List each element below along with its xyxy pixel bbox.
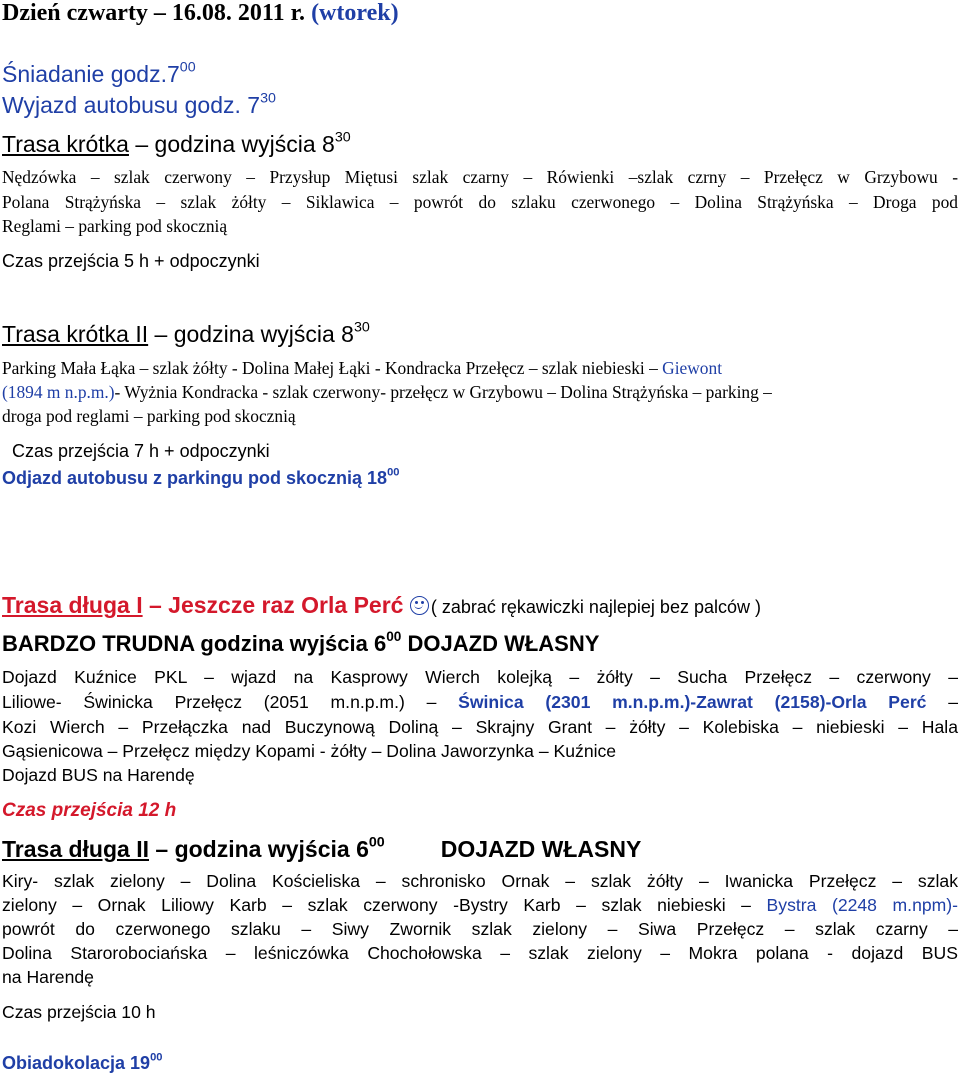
- route4-line2-text: zielony – Ornak Liliowy Karb – szlak czerwony -Bystry Karb – szlak niebieski –: [2, 895, 767, 915]
- route2-departure-label: Odjazd autobusu z parkingu pod skocznią 18: [2, 468, 388, 488]
- route2-departure: [2, 468, 958, 489]
- route4-line: Dolina Starorobociańska – leśniczówka Chochołowska – szlak zielony – Mokra polana - dojazd BUS: [2, 943, 958, 963]
- route1-heading: [2, 131, 958, 158]
- breakfast-sup: 00: [179, 59, 196, 76]
- route3-difficulty: [2, 628, 958, 657]
- route2-time-label: – godzina wyjścia 8: [148, 321, 354, 347]
- dinner-line: [2, 1053, 958, 1074]
- route3-line: Dojazd Kuźnice PKL – wjazd na Kasprowy Wierch kolejką – żółty – Sucha Przełęcz – czerwony –: [2, 667, 958, 687]
- route4-transport: DOJAZD WŁASNY: [440, 836, 642, 862]
- route3-line2-text: Liliowe- Świnicka Przełęcz (2051 m.n.p.m.) –: [2, 692, 459, 712]
- route3-line2-highlight: Świnica (2301 m.n.p.m.)-Zawrat (2158)-Orla Perć: [458, 692, 927, 712]
- route2-giewont-height[interactable]: (1894 m n.p.m.): [2, 382, 115, 402]
- day-weekday: (wtorek): [311, 0, 399, 26]
- route1-line: Reglami – parking pod skocznią: [2, 216, 228, 236]
- route4-name: Trasa długa II: [2, 836, 149, 862]
- route2-line: [2, 358, 958, 379]
- route1-time-sup: 30: [334, 129, 351, 146]
- route2-heading: [2, 321, 958, 348]
- day-title: Dzień czwarty – 16.08. 2011 r.: [2, 0, 306, 26]
- route3-line: Kozi Wierch – Przełączka nad Buczynową Doliną – Skrajny Grant – żółty – Kolebiska – niebieski – Hala: [2, 717, 958, 737]
- route3-name: Trasa długa I: [2, 592, 143, 618]
- route1-time-label: – godzina wyjścia 8: [128, 131, 335, 157]
- route4-bystra-link[interactable]: Bystra (2248 m.npm)-: [766, 895, 959, 915]
- breakfast-line: [2, 61, 958, 88]
- route1-line: Nędzówka – szlak czerwony – Przysłup Miętusi szlak czarny – Rówienki –szlak czrny – Przełęcz w Grzybowu -: [2, 167, 958, 187]
- route1-name: Trasa krótka: [2, 131, 129, 157]
- route3-line2-after: –: [926, 692, 958, 712]
- route2-line2-text: - Wyżnia Kondracka - szlak czerwony- przełęcz w Grzybowu – Dolina Strążyńska – parking –: [114, 382, 772, 402]
- route4-time-label: – godzina wyjścia 6: [149, 836, 369, 862]
- route2-line1-text: Parking Mała Łąka – szlak żółty - Dolina Małej Łąki - Kondracka Przełęcz – szlak niebieski –: [2, 358, 663, 378]
- route3-note: ( zabrać rękawiczki najlepiej bez palców ): [430, 597, 761, 617]
- route4-duration: Czas przejścia 10 h: [2, 1002, 156, 1022]
- route1-duration: Czas przejścia 5 h + odpoczynki: [2, 251, 260, 271]
- smiley-icon: [410, 596, 429, 615]
- route4-heading: [2, 836, 958, 863]
- route1-line: Polana Strążyńska – szlak żółty – Siklawica – powrót do szlaku czerwonego – Dolina Strążyńska – Droga pod: [2, 192, 958, 212]
- route2-line: [2, 382, 958, 403]
- bus-sup: 30: [260, 90, 276, 107]
- route4-line: powrót do czerwonego szlaku – Siwy Zwornik szlak zielony – Siwa Przełęcz – szlak czarny –: [2, 919, 958, 939]
- route4-line: Kiry- szlak zielony – Dolina Kościeliska – schronisko Ornak – szlak żółty – Iwanicka Przełęcz – szlak: [2, 871, 958, 891]
- bus-label: Wyjazd autobusu godz. 7: [2, 92, 261, 118]
- route2-departure-sup: 00: [387, 466, 400, 479]
- breakfast-label: Śniadanie godz.7: [2, 61, 180, 87]
- dinner-label: Obiadokolacja 19: [2, 1053, 151, 1073]
- route3-subtitle: – Jeszcze raz Orla Perć: [142, 592, 410, 618]
- bus-line: [2, 92, 958, 119]
- route4-time-sup: 00: [368, 834, 385, 851]
- dinner-sup: 00: [150, 1051, 163, 1064]
- day-heading: [2, 0, 958, 27]
- route3-duration: Czas przejścia 12 h: [2, 800, 177, 821]
- route2-giewont-link[interactable]: Giewont: [662, 358, 723, 378]
- route3-line: [2, 692, 958, 713]
- route2-time-sup: 30: [353, 319, 370, 336]
- route2-duration: Czas przejścia 7 h + odpoczynki: [12, 441, 270, 461]
- route2-name: Trasa krótka II: [2, 321, 149, 347]
- route4-line: na Harendę: [2, 967, 94, 987]
- route4-line: [2, 895, 958, 916]
- route2-line: droga pod reglami – parking pod skocznią: [2, 406, 296, 426]
- route3-difficulty-after: DOJAZD WŁASNY: [401, 631, 600, 656]
- route3-heading: [2, 592, 958, 619]
- route3-line: Dojazd BUS na Harendę: [2, 765, 195, 785]
- route3-difficulty-sup: 00: [386, 628, 402, 644]
- route3-line: Gąsienicowa – Przełęcz między Kopami - żółty – Dolina Jaworzynka – Kuźnice: [2, 741, 617, 761]
- route3-difficulty-label: BARDZO TRUDNA godzina wyjścia 6: [2, 631, 387, 656]
